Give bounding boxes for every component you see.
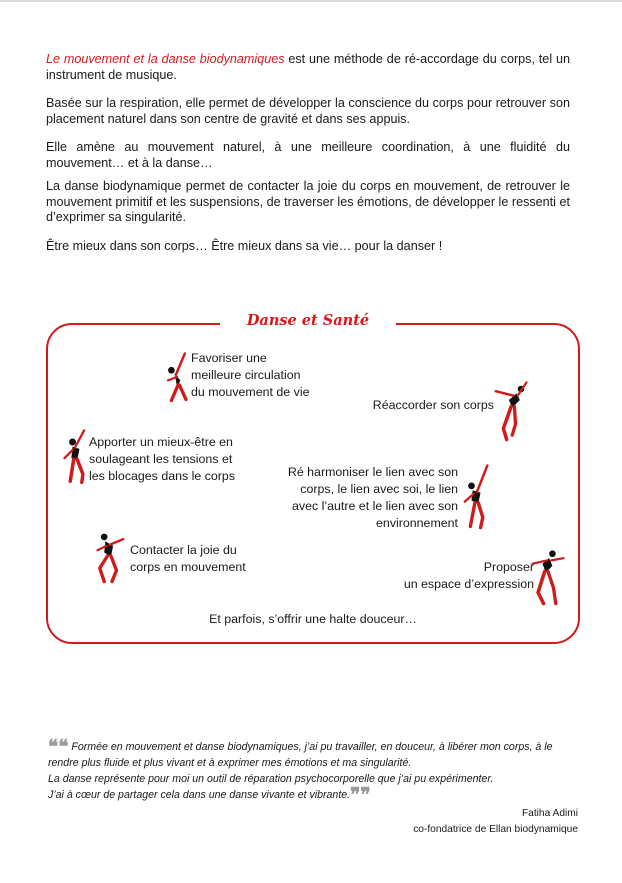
quote-open-icon: ❝❝ — [48, 736, 69, 758]
intro-paragraph-1-rest: est une méthode de ré-accordage du corps, tel un instrument de musique. — [46, 52, 570, 82]
quote-close-icon: ❞❞ — [350, 784, 371, 806]
dancer-icon — [160, 349, 194, 405]
author-role: co-fondatrice de Ellan biodynamique — [413, 824, 578, 835]
dancer-icon — [528, 546, 568, 608]
item-harmoniser: Ré harmoniser le lien avec son corps, le lien avec soi, le lien avec l’autre et le lien avec son environnement — [287, 465, 458, 530]
item-circulation: Favoriser une meilleure circulation du mouvement de vie — [191, 351, 310, 399]
intro-paragraph-4: La danse biodynamique permet de contacter la joie du corps en mouvement, de retrouver le mouvement primitif et les suspensions, de traverser les émotions, de développer le ressenti et d’exprimer sa singularité. — [46, 179, 570, 224]
box-footer-text: Et parfois, s’offrir une halte douceur… — [209, 612, 417, 626]
dancer-icon — [61, 428, 91, 486]
intro-paragraph-2: Basée sur la respiration, elle permet de développer la conscience du corps pour retrouver son placement naturel dans son centre de gravité et dans ses appuis. — [46, 96, 570, 126]
item-expression: Proposer un espace d’expression — [403, 560, 534, 591]
intro-paragraph-1 — [46, 52, 570, 83]
testimonial-quote — [48, 736, 580, 806]
quote-paragraph-1: ❝❝ Formée en mouvement et danse biodynamiques, j’ai pu travailler, en douceur, à libérer mon corps, à le rendre plus fluide et plus vivant et à exprimer mes émotions et ma singularité. — [48, 736, 553, 769]
intro-section — [46, 52, 570, 267]
author-name: Fatiha Adimi — [521, 808, 578, 819]
quote-paragraph-3: J’ai à cœur de partager cela dans une danse vivante et vibrante.❞❞ — [48, 784, 371, 806]
quote-paragraph-2: La danse représente pour moi un outil de réparation psychocorporelle que j’ai pu expérimenter. — [48, 773, 494, 785]
quote-signature — [413, 806, 578, 838]
item-mieux-etre: Apporter un mieux-être en soulageant les tensions et les blocages dans le corps — [89, 435, 236, 483]
dancer-icon — [459, 461, 493, 531]
intro-paragraph-5: Être mieux dans son corps… Être mieux dans sa vie… pour la danser ! — [46, 238, 443, 253]
item-reaccorder: Réaccorder son corps — [372, 398, 494, 412]
health-box-title: Danse et Santé — [220, 310, 396, 332]
intro-paragraph-3: Elle amène au mouvement naturel, à une meilleure coordination, à une fluidité du mouvement… et à la danse… — [46, 140, 570, 170]
item-joie: Contacter la joie du corps en mouvement — [130, 543, 246, 574]
top-rule — [0, 0, 622, 2]
dancer-icon — [94, 528, 130, 586]
dancer-icon — [489, 378, 531, 444]
brand-name: Le mouvement et la danse biodynamiques — [46, 52, 285, 66]
